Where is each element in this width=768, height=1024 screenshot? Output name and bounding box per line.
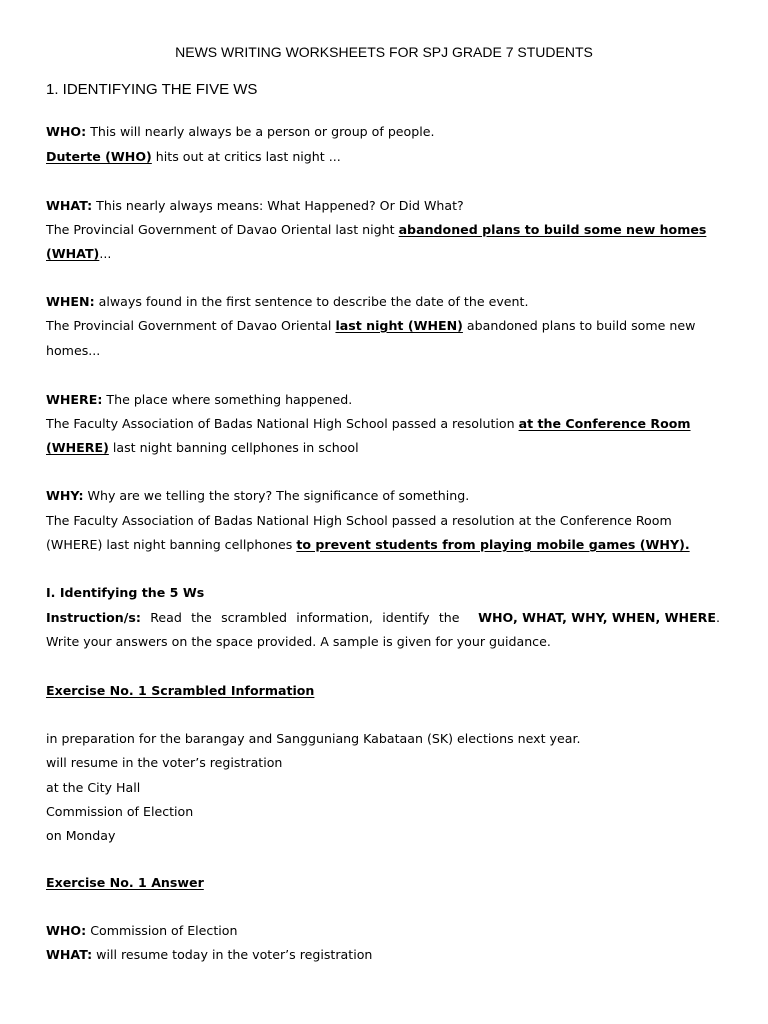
who-label: WHO: bbox=[46, 124, 87, 139]
when-example-line2: homes... bbox=[46, 343, 101, 358]
why-definition: WHY: Why are we telling the story? The significance of something. bbox=[46, 488, 470, 503]
answer-heading: Exercise No. 1 Answer bbox=[46, 875, 204, 890]
who-definition: WHO: This will nearly always be a person or group of people. bbox=[46, 124, 435, 139]
answer-who: WHO: Commission of Election bbox=[46, 923, 238, 938]
scrambled-item: in preparation for the barangay and Sangguniang Kabataan (SK) elections next year. bbox=[46, 731, 581, 746]
who-example: Duterte (WHO) hits out at critics last night ... bbox=[46, 149, 341, 164]
scrambled-item: on Monday bbox=[46, 828, 116, 843]
section-heading: 1. IDENTIFYING THE FIVE WS bbox=[46, 81, 258, 98]
scrambled-item: Commission of Election bbox=[46, 804, 194, 819]
exercise-section-heading: I. Identifying the 5 Ws bbox=[46, 585, 205, 600]
why-example-line2: (WHERE) last night banning cellphones to prevent students from playing mobile games (WHY). bbox=[46, 537, 690, 552]
where-example-line1: The Faculty Association of Badas National High School passed a resolution at the Conference Room bbox=[46, 416, 691, 431]
when-example-line1: The Provincial Government of Davao Oriental last night (WHEN) abandoned plans to build some new bbox=[46, 318, 696, 333]
why-example-line1: The Faculty Association of Badas National High School passed a resolution at the Conference Room bbox=[46, 513, 672, 528]
when-definition: WHEN: always found in the first sentence to describe the date of the event. bbox=[46, 294, 529, 309]
answer-what: WHAT: will resume today in the voter’s registration bbox=[46, 947, 373, 962]
scrambled-item: will resume in the voter’s registration bbox=[46, 755, 283, 770]
instruction-line2: Write your answers on the space provided. A sample is given for your guidance. bbox=[46, 634, 551, 649]
scrambled-item: at the City Hall bbox=[46, 780, 141, 795]
what-example-line2: (WHAT)... bbox=[46, 246, 112, 261]
where-definition: WHERE: The place where something happened. bbox=[46, 392, 353, 407]
what-definition: WHAT: This nearly always means: What Happened? Or Did What? bbox=[46, 198, 464, 213]
what-example-line1: The Provincial Government of Davao Oriental last night abandoned plans to build some new homes bbox=[46, 222, 707, 237]
where-example-line2: (WHERE) last night banning cellphones in school bbox=[46, 440, 359, 455]
instruction-line1: Instruction/s: Read the scrambled information, identify the WHO, WHAT, WHY, WHEN, WHERE. bbox=[46, 610, 720, 625]
page-title: NEWS WRITING WORKSHEETS FOR SPJ GRADE 7 STUDENTS bbox=[175, 44, 593, 60]
exercise1-heading: Exercise No. 1 Scrambled Information bbox=[46, 683, 315, 698]
